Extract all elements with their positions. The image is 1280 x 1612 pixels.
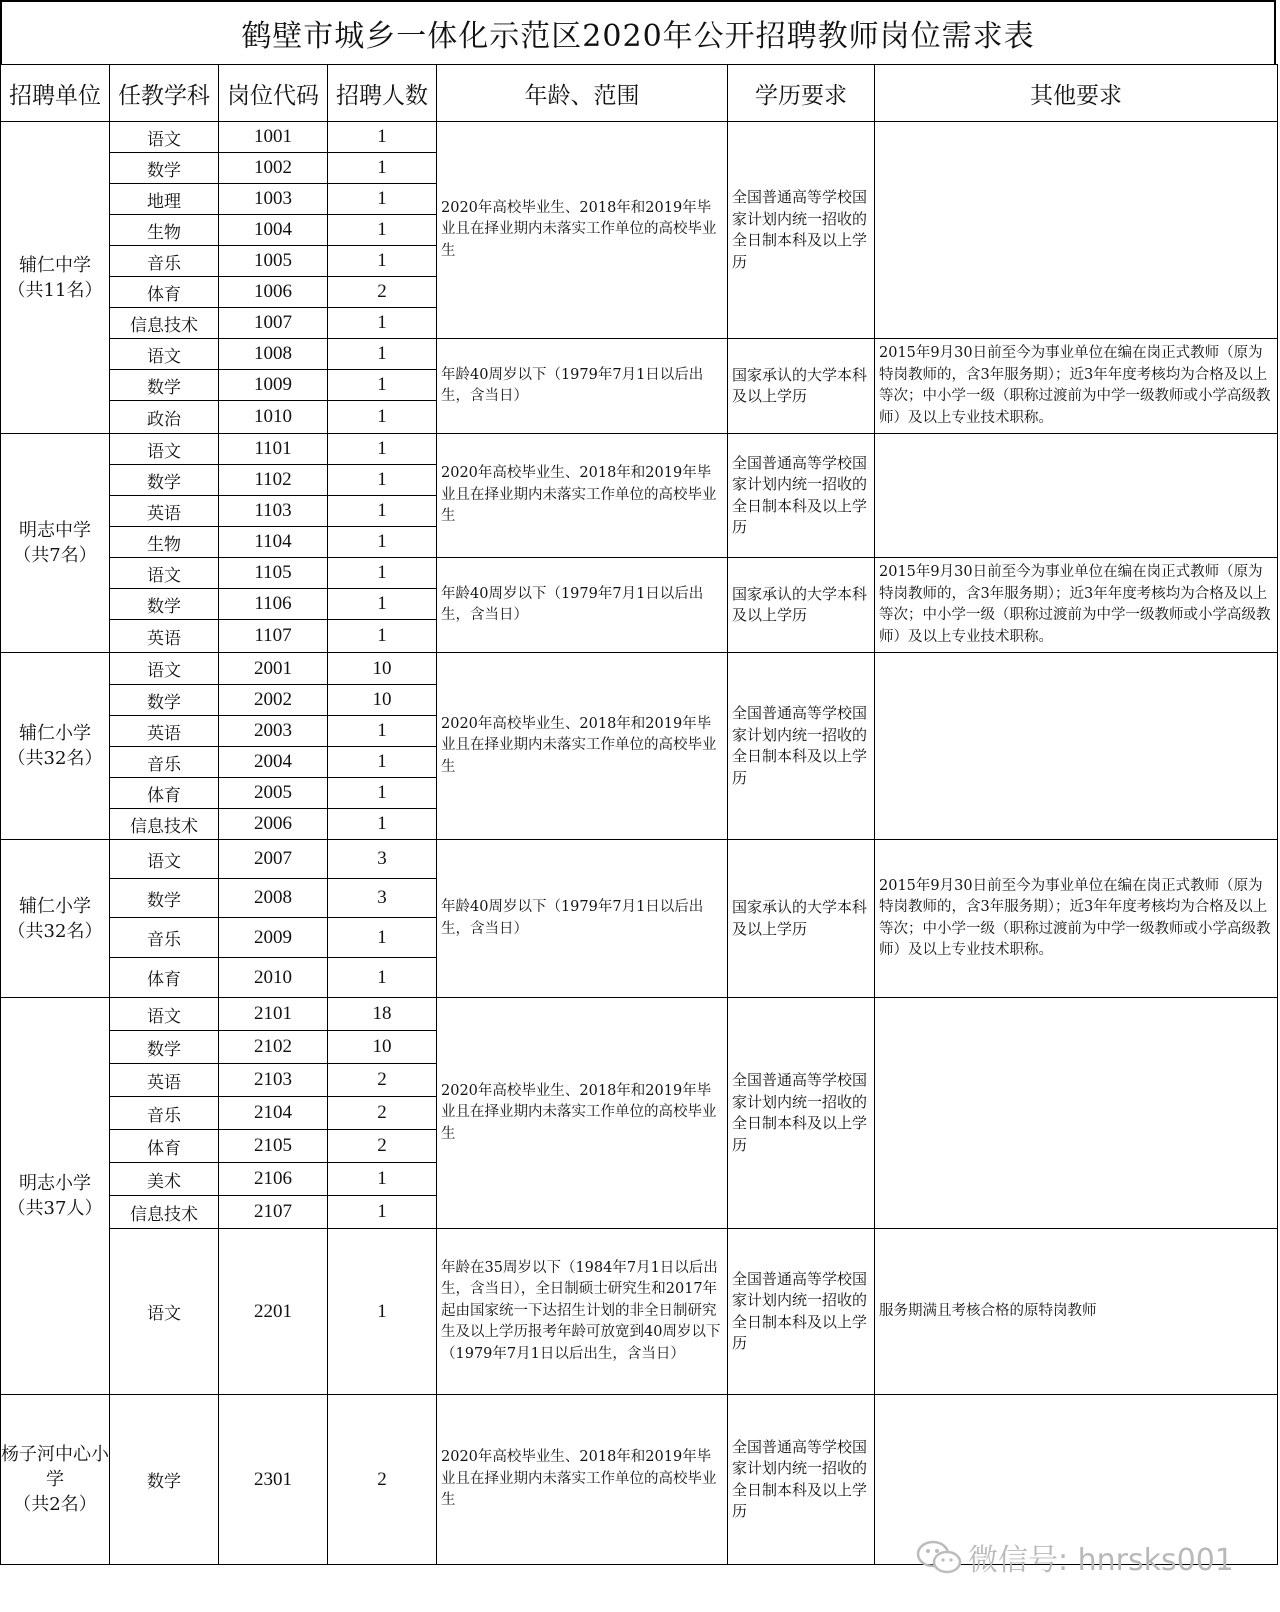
count-cell: 2 [328,1130,437,1163]
subject-cell: 信息技术 [110,308,219,339]
count-cell: 18 [328,998,437,1031]
count-cell: 1 [328,465,437,496]
unit-count: （共7名） [13,545,97,566]
count-cell: 1 [328,496,437,527]
other-cell: 2015年9月30日前至今为事业单位在编在岗正式教师（原为特岗教师的，含3年服务期）；近3年年度考核均为合格及以上等次；中小学一级（职称过渡前为中学一级教师或小学高级教师）及以上专业技术职称。 [875,558,1278,653]
subject-cell: 英语 [110,716,219,747]
education-cell: 全国普通高等学校国家计划内统一招收的全日制本科及以上学历 [728,1229,875,1395]
education-cell: 国家承认的大学本科及以上学历 [728,339,875,434]
other-cell [875,122,1278,339]
other-cell: 服务期满且考核合格的原特岗教师 [875,1229,1278,1395]
code-cell: 1004 [219,215,328,246]
subject-cell: 语文 [110,558,219,589]
count-cell: 1 [328,589,437,620]
subject-cell: 体育 [110,277,219,308]
subject-cell: 数学 [110,685,219,716]
code-cell: 2006 [219,809,328,840]
code-cell: 2102 [219,1031,328,1064]
subject-cell: 数学 [110,370,219,401]
header-other: 其他要求 [875,65,1278,122]
page-title: 鹤壁市城乡一体化示范区2020年公开招聘教师岗位需求表 [0,0,1276,64]
subject-cell: 数学 [110,1031,219,1064]
subject-cell: 语文 [110,998,219,1031]
code-cell: 1002 [219,153,328,184]
subject-cell: 音乐 [110,918,219,958]
count-cell: 1 [328,1196,437,1229]
count-cell: 1 [328,434,437,465]
subject-cell: 英语 [110,496,219,527]
code-cell: 2105 [219,1130,328,1163]
range-cell: 年龄40周岁以下（1979年7月1日以后出生，含当日） [437,840,728,998]
count-cell: 1 [328,153,437,184]
other-cell [875,998,1278,1229]
code-cell: 1007 [219,308,328,339]
subject-cell: 生物 [110,215,219,246]
subject-cell: 数学 [110,153,219,184]
range-cell: 2020年高校毕业生、2018年和2019年毕业且在择业期内未落实工作单位的高校毕业生 [437,1395,728,1565]
subject-cell: 音乐 [110,747,219,778]
subject-cell: 数学 [110,1395,219,1565]
header-subject: 任教学科 [110,65,219,122]
education-cell: 国家承认的大学本科及以上学历 [728,558,875,653]
code-cell: 1103 [219,496,328,527]
count-cell: 1 [328,1229,437,1395]
count-cell: 1 [328,747,437,778]
wechat-watermark [916,1535,1234,1579]
range-cell: 2020年高校毕业生、2018年和2019年毕业且在择业期内未落实工作单位的高校毕业生 [437,434,728,558]
header-row [1,65,1278,122]
count-cell: 1 [328,184,437,215]
education-cell: 全国普通高等学校国家计划内统一招收的全日制本科及以上学历 [728,653,875,840]
subject-cell: 语文 [110,1229,219,1395]
education-cell: 国家承认的大学本科及以上学历 [728,840,875,998]
count-cell: 3 [328,879,437,918]
code-cell: 2010 [219,958,328,998]
unit-name: 辅仁小学 [19,895,91,917]
header-count: 招聘人数 [328,65,437,122]
code-cell: 2106 [219,1163,328,1196]
count-cell: 1 [328,215,437,246]
code-cell: 1003 [219,184,328,215]
header-range: 年龄、范围 [437,65,728,122]
count-cell: 10 [328,653,437,685]
code-cell: 2201 [219,1229,328,1395]
code-cell: 1101 [219,434,328,465]
header-unit: 招聘单位 [1,65,110,122]
code-cell: 1106 [219,589,328,620]
code-cell: 1010 [219,401,328,434]
range-cell: 2020年高校毕业生、2018年和2019年毕业且在择业期内未落实工作单位的高校毕业生 [437,122,728,339]
range-cell: 2020年高校毕业生、2018年和2019年毕业且在择业期内未落实工作单位的高校毕业生 [437,653,728,840]
subject-cell: 语文 [110,339,219,370]
count-cell: 1 [328,339,437,370]
count-cell: 1 [328,122,437,153]
count-cell: 1 [328,1163,437,1196]
range-cell: 年龄40周岁以下（1979年7月1日以后出生，含当日） [437,339,728,434]
subject-cell: 政治 [110,401,219,434]
subject-cell: 信息技术 [110,809,219,840]
code-cell: 2107 [219,1196,328,1229]
unit-name: 明志小学 [19,1173,91,1194]
count-cell: 1 [328,246,437,277]
header-code: 岗位代码 [219,65,328,122]
education-cell: 全国普通高等学校国家计划内统一招收的全日制本科及以上学历 [728,122,875,339]
unit-count: （共37人） [7,1198,103,1219]
subject-cell: 英语 [110,1064,219,1097]
subject-cell: 音乐 [110,246,219,277]
subject-cell: 语文 [110,434,219,465]
subject-cell: 地理 [110,184,219,215]
unit-name: 辅仁中学 [19,254,91,276]
count-cell: 1 [328,918,437,958]
subject-cell: 生物 [110,527,219,558]
table-row [1,339,1278,370]
table-row [1,840,1278,879]
count-cell: 10 [328,685,437,716]
code-cell: 2004 [219,747,328,778]
other-cell [875,653,1278,840]
code-cell: 1008 [219,339,328,370]
subject-cell: 语文 [110,653,219,685]
code-cell: 2005 [219,778,328,809]
subject-cell: 英语 [110,620,219,653]
code-cell: 2103 [219,1064,328,1097]
code-cell: 1104 [219,527,328,558]
unit-cell [1,998,110,1395]
table-row [1,653,1278,685]
unit-name: 杨子河中心小学 [1,1444,109,1490]
code-cell: 1107 [219,620,328,653]
subject-cell: 体育 [110,1130,219,1163]
count-cell: 2 [328,1395,437,1565]
unit-name: 明志中学 [19,520,91,541]
code-cell: 2001 [219,653,328,685]
unit-cell [1,1395,110,1565]
code-cell: 1102 [219,465,328,496]
subject-cell: 体育 [110,958,219,998]
other-cell: 2015年9月30日前至今为事业单位在编在岗正式教师（原为特岗教师的，含3年服务期）；近3年年度考核均为合格及以上等次；中小学一级（职称过渡前为中学一级教师或小学高级教师）及以上专业技术职称。 [875,339,1278,434]
code-cell: 2104 [219,1097,328,1130]
range-cell: 2020年高校毕业生、2018年和2019年毕业且在择业期内未落实工作单位的高校毕业生 [437,998,728,1229]
count-cell: 1 [328,778,437,809]
subject-cell: 数学 [110,589,219,620]
code-cell: 2008 [219,879,328,918]
education-cell: 全国普通高等学校国家计划内统一招收的全日制本科及以上学历 [728,434,875,558]
code-cell: 1105 [219,558,328,589]
subject-cell: 数学 [110,465,219,496]
subject-cell: 数学 [110,879,219,918]
code-cell: 2003 [219,716,328,747]
header-education: 学历要求 [728,65,875,122]
subject-cell: 音乐 [110,1097,219,1130]
count-cell: 1 [328,809,437,840]
code-cell: 2301 [219,1395,328,1565]
range-cell: 年龄40周岁以下（1979年7月1日以后出生，含当日） [437,558,728,653]
unit-cell [1,653,110,840]
unit-count: （共2名） [13,1494,97,1515]
subject-cell: 语文 [110,122,219,153]
unit-count: （共11名） [7,279,103,301]
unit-cell [1,840,110,998]
count-cell: 1 [328,401,437,434]
count-cell: 1 [328,527,437,558]
count-cell: 2 [328,1097,437,1130]
unit-count: （共32名） [7,920,103,942]
count-cell: 1 [328,620,437,653]
unit-count: （共32名） [7,748,103,769]
table-row [1,998,1278,1031]
table-row [1,1229,1278,1395]
count-cell: 3 [328,840,437,879]
education-cell: 全国普通高等学校国家计划内统一招收的全日制本科及以上学历 [728,998,875,1229]
table-row [1,122,1278,153]
code-cell: 1006 [219,277,328,308]
code-cell: 2002 [219,685,328,716]
count-cell: 2 [328,1064,437,1097]
code-cell: 1009 [219,370,328,401]
code-cell: 2007 [219,840,328,879]
unit-cell [1,122,110,434]
subject-cell: 语文 [110,840,219,879]
unit-name: 辅仁小学 [19,723,91,744]
count-cell: 1 [328,370,437,401]
code-cell: 2009 [219,918,328,958]
watermark-text: 微信号: hnrsks001 [968,1543,1234,1578]
count-cell: 1 [328,958,437,998]
count-cell: 1 [328,558,437,589]
subject-cell: 信息技术 [110,1196,219,1229]
other-cell [875,434,1278,558]
unit-cell [1,434,110,653]
wechat-icon [916,1540,962,1574]
subject-cell: 美术 [110,1163,219,1196]
code-cell: 1005 [219,246,328,277]
count-cell: 1 [328,716,437,747]
other-cell: 2015年9月30日前至今为事业单位在编在岗正式教师（原为特岗教师的，含3年服务期）；近3年年度考核均为合格及以上等次；中小学一级（职称过渡前为中学一级教师或小学高级教师）及以上专业技术职称。 [875,840,1278,998]
range-cell: 年龄在35周岁以下（1984年7月1日以后出生，含当日），全日制硕士研究生和2017年起由国家统一下达招生计划的非全日制研究生及以上学历报考年龄可放宽到40周岁以下（1979年7月1日以后出生，含当日） [437,1229,728,1395]
positions-table [0,64,1278,1565]
table-row [1,434,1278,465]
table-row [1,558,1278,589]
code-cell: 2101 [219,998,328,1031]
count-cell: 2 [328,277,437,308]
code-cell: 1001 [219,122,328,153]
subject-cell: 体育 [110,778,219,809]
education-cell: 全国普通高等学校国家计划内统一招收的全日制本科及以上学历 [728,1395,875,1565]
count-cell: 1 [328,308,437,339]
count-cell: 10 [328,1031,437,1064]
